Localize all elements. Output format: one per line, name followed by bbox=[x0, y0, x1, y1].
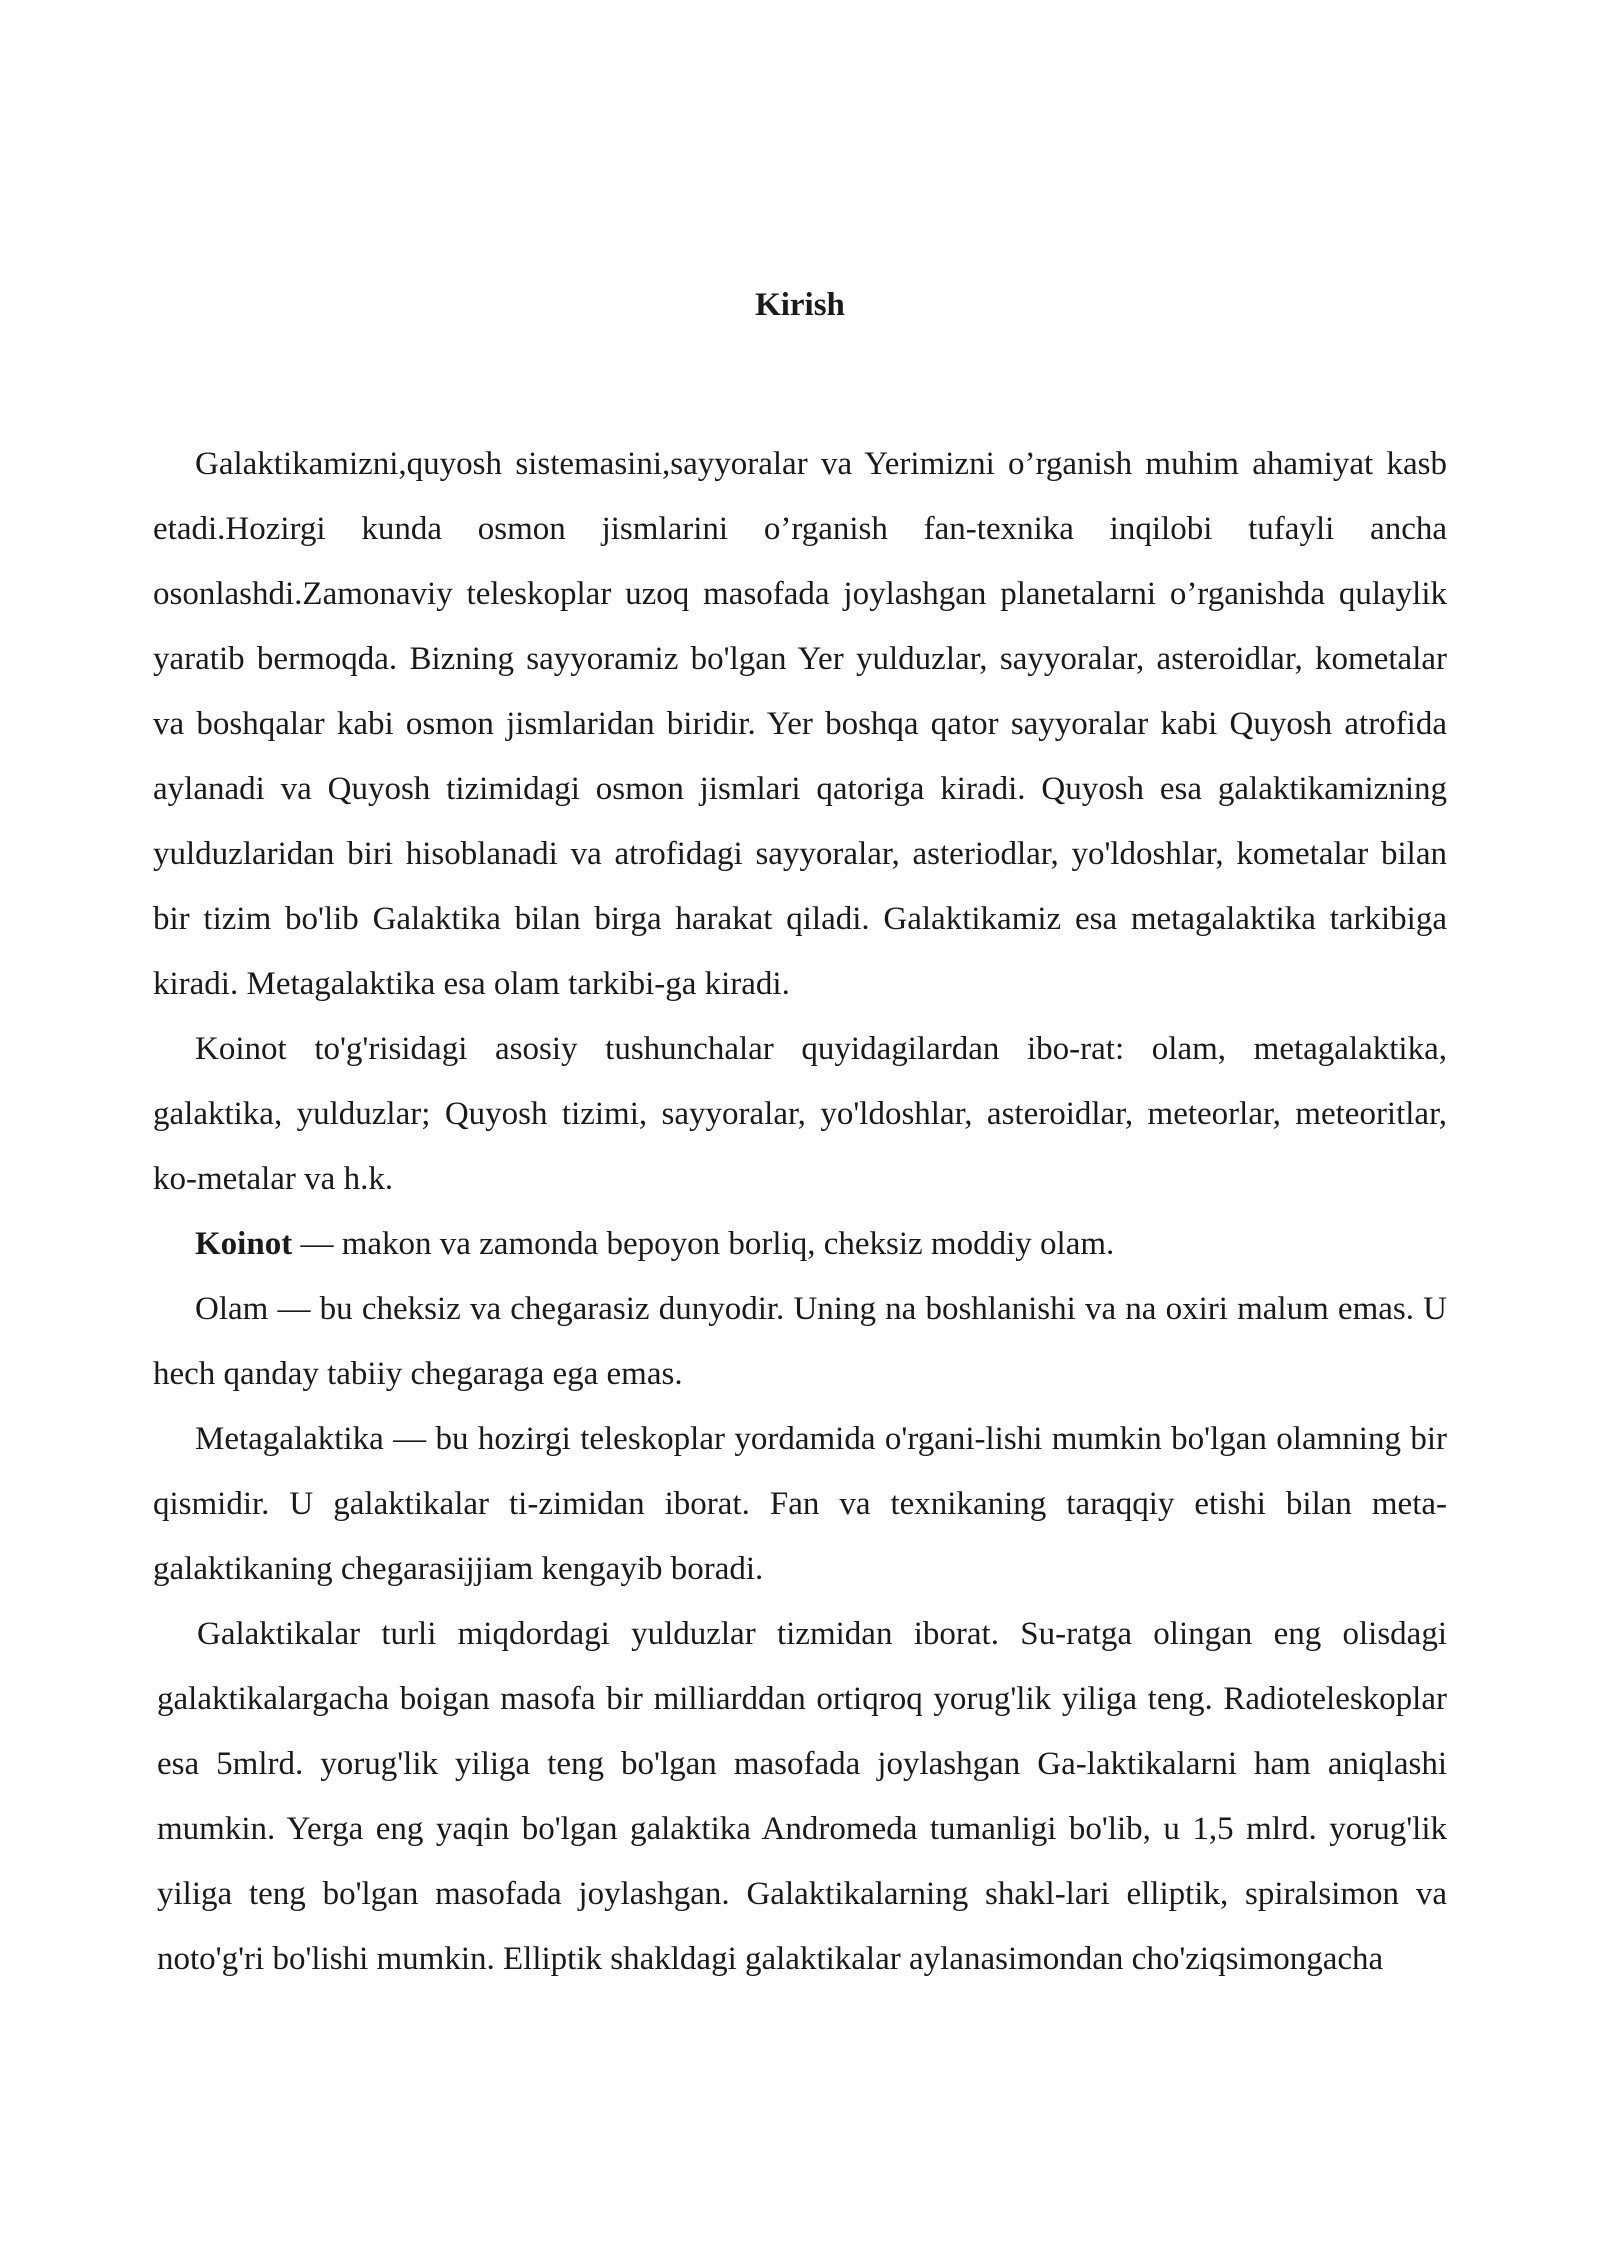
koinot-definition-text: — makon va zamonda bepoyon borliq, cheksiz moddiy olam. bbox=[292, 1226, 1115, 1262]
page-title: Kirish bbox=[755, 287, 845, 323]
document-page bbox=[153, 0, 1447, 2262]
paragraph-galaktikalar: Galaktikalar turli miqdordagi yulduzlar tizmidan iborat. Su-ratga olingan eng olisdagi galaktikalargacha boigan masofa bir milliarddan ortiqroq yorug'lik yiliga teng. Radioteleskoplar esa 5mlrd. yorug'lik yiliga teng bo'lgan masofada joylashgan Ga-laktikalarni ham aniqlashi mumkin. Yerga eng yaqin bo'lgan galaktika Andromeda tumanligi bo'lib, u 1,5 mlrd. yorug'lik yiliga teng bo'lgan masofada joylashgan. Galaktikalarning shakl-lari elliptik, spiralsimon va noto'g'ri bo'lishi mumkin. Elliptik shakldagi galaktikalar aylanasimondan cho'ziqsimongacha bbox=[157, 1616, 1447, 1977]
paragraph-concepts: Koinot to'g'risidagi asosiy tushunchalar quyidagilardan ibo-rat: olam, metagalaktika, galaktika, yulduzlar; Quyosh tizimi, sayyoralar, yo'ldoshlar, asteroidlar, meteorlar, meteoritlar, ko-metalar va h.k. bbox=[153, 1031, 1447, 1197]
paragraph-koinot-definition bbox=[153, 1212, 1447, 1277]
paragraph-olam-definition: Olam — bu cheksiz va chegarasiz dunyodir. Uning na boshlanishi va na oxiri malum emas. U hech qanday tabiiy chegaraga ega emas. bbox=[153, 1291, 1447, 1392]
paragraph-metagalaktika-definition: Metagalaktika — bu hozirgi teleskoplar yordamida o'rgani-lishi mumkin bo'lgan olamning bir qismidir. U galaktikalar ti-zimidan iborat. Fan va texnikaning taraqqiy etishi bilan meta-galaktikaning chegarasijjiam kengayib boradi. bbox=[153, 1421, 1447, 1587]
document-body bbox=[153, 432, 1447, 1992]
term-koinot: Koinot bbox=[195, 1226, 293, 1262]
paragraph-intro: Galaktikamizni,quyosh sistemasini,sayyoralar va Yerimizni o’rganish muhim ahamiyat kasb etadi.Hozirgi kunda osmon jismlarini o’rganish fan-texnika inqilobi tufayli ancha osonlashdi.Zamonaviy teleskoplar uzoq masofada joylashgan planetalarni o’rganishda qulaylik yaratib bermoqda. Bizning sayyoramiz bo'lgan Yer yulduzlar, sayyoralar, asteroidlar, kometalar va boshqalar kabi osmon jismlaridan biridir. Yer boshqa qator sayyoralar kabi Quyosh atrofida aylanadi va Quyosh tizimidagi osmon jismlari qatoriga kiradi. Quyosh esa galaktikamizning yulduzlaridan biri hisoblanadi va atrofidagi sayyoralar, asteriodlar, yo'ldoshlar, kometalar bilan bir tizim bo'lib Galaktika bilan birga harakat qiladi. Galaktikamiz esa metagalaktika tarkibiga kiradi. Metagalaktika esa olam tarkibi-ga kiradi. bbox=[153, 446, 1447, 1002]
